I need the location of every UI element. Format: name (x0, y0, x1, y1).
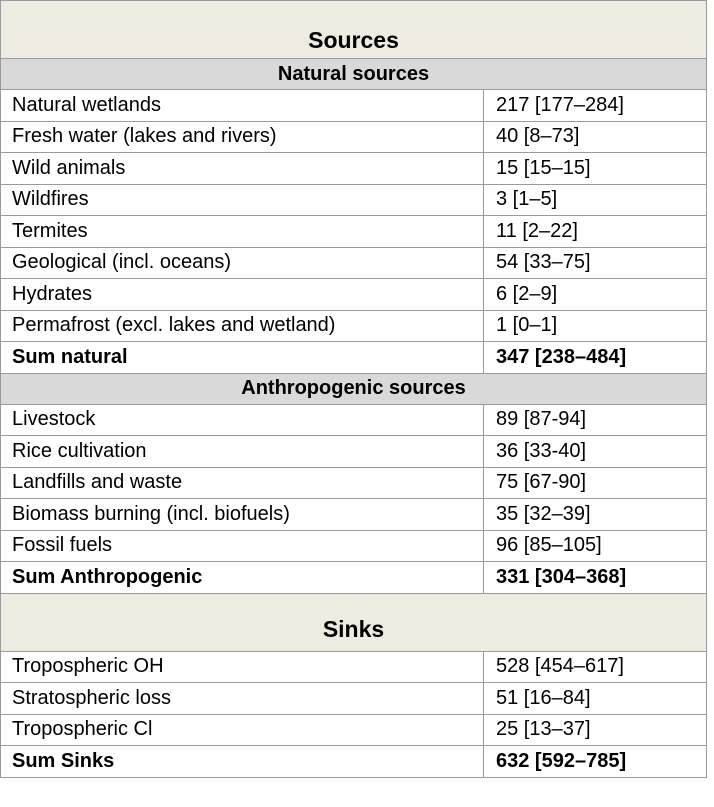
sources-title: Sources (308, 27, 399, 53)
row-value: 6 [2–9] (496, 282, 558, 305)
table-row (0, 153, 707, 185)
table-row (0, 405, 707, 437)
row-label: Landfills and waste (1, 468, 484, 499)
row-value: 3 [1–5] (496, 188, 558, 211)
row-label: Wild animals (1, 153, 484, 184)
row-label: Tropospheric OH (1, 652, 484, 683)
row-value: 217 [177–284] (496, 93, 624, 116)
row-value: 89 [87-94] (496, 408, 587, 431)
anthropogenic-sources-heading: Anthropogenic sources (241, 377, 466, 399)
table-row (0, 652, 707, 684)
row-value: 36 [33-40] (496, 439, 587, 462)
sinks-title: Sinks (322, 615, 385, 642)
sources-title-row (0, 1, 707, 59)
table-row (0, 248, 707, 280)
sum-natural-row (0, 342, 707, 374)
table-row (0, 90, 707, 122)
sum-anthropogenic-row (0, 562, 707, 594)
row-label: Fossil fuels (1, 531, 484, 562)
sum-anthropogenic-label: Sum Anthropogenic (1, 562, 484, 593)
row-label: Natural wetlands (1, 90, 484, 121)
sum-sinks-row (0, 746, 707, 778)
sinks-title-row (0, 594, 707, 652)
row-label: Fresh water (lakes and rivers) (1, 122, 484, 153)
table-row (0, 185, 707, 217)
row-label: Termites (1, 216, 484, 247)
row-label: Permafrost (excl. lakes and wetland) (1, 311, 484, 342)
table-row (0, 279, 707, 311)
row-label: Biomass burning (incl. biofuels) (1, 499, 484, 530)
table-row (0, 683, 707, 715)
row-value: 35 [32–39] (496, 502, 591, 525)
table-row (0, 468, 707, 500)
natural-sources-heading-row (0, 59, 707, 90)
row-label: Rice cultivation (1, 436, 484, 467)
row-value: 54 [33–75] (496, 251, 591, 274)
row-value: 75 [67-90] (496, 471, 587, 494)
table-row (0, 531, 707, 563)
sum-natural-label: Sum natural (1, 342, 484, 373)
row-label: Geological (incl. oceans) (1, 248, 484, 279)
table-row (0, 311, 707, 343)
row-label: Wildfires (1, 185, 484, 216)
row-value: 96 [85–105] (496, 534, 602, 557)
row-value: 51 [16–84] (496, 686, 591, 709)
table-row (0, 499, 707, 531)
sum-sinks-value: 632 [592–785] (496, 749, 627, 772)
row-value: 11 [2–22] (496, 219, 578, 242)
row-label: Livestock (1, 405, 484, 436)
row-label: Hydrates (1, 279, 484, 310)
table-row (0, 715, 707, 747)
sum-natural-value: 347 [238–484] (496, 345, 627, 368)
table-row (0, 436, 707, 468)
row-value: 528 [454–617] (496, 655, 624, 678)
row-value: 15 [15–15] (496, 156, 591, 179)
table-row (0, 216, 707, 248)
natural-sources-heading: Natural sources (277, 62, 430, 85)
sum-sinks-label: Sum Sinks (1, 746, 484, 777)
row-value: 1 [0–1] (496, 314, 558, 337)
anthropogenic-sources-heading-row (0, 374, 707, 405)
table-row (0, 122, 707, 154)
row-value: 40 [8–73] (496, 125, 580, 148)
row-label: Stratospheric loss (1, 683, 484, 714)
sum-anthropogenic-value: 331 [304–368] (496, 565, 627, 588)
row-label: Tropospheric Cl (1, 715, 484, 746)
row-value: 25 [13–37] (496, 718, 591, 741)
